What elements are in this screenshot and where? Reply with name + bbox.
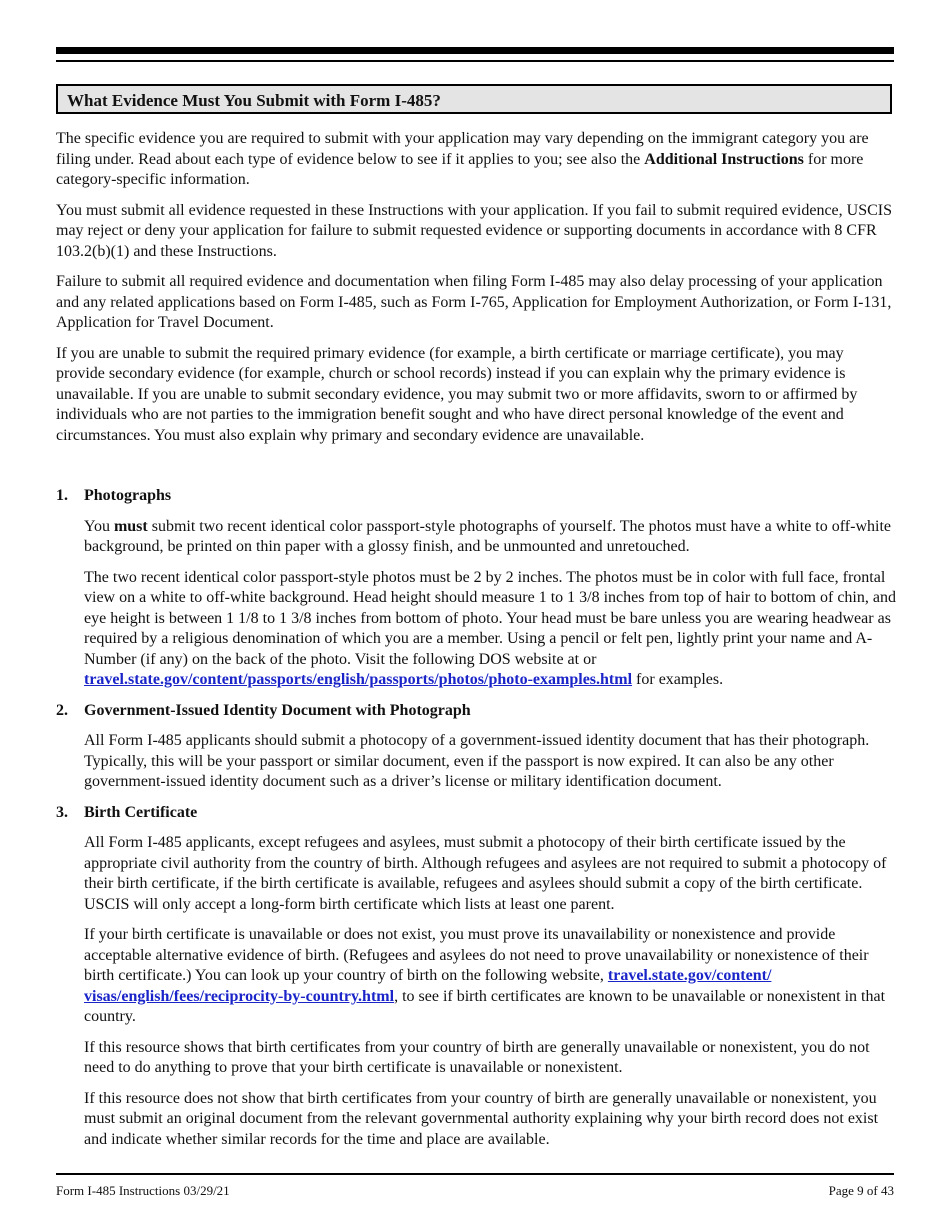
footer-form-id: Form I-485 Instructions 03/29/21 xyxy=(56,1183,230,1198)
intro-paragraph-1: The specific evidence you are required to submit with your application may vary depending on the immigrant category you are filing under. Read about each type of evidence below to see if it applies to you; see also the Additional Instructions for more category-specific information. xyxy=(56,130,869,188)
top-rule-thin xyxy=(56,60,894,62)
section-title: What Evidence Must You Submit with Form I-485? xyxy=(67,91,441,110)
item-title: Photographs xyxy=(84,487,172,504)
top-rule-thick xyxy=(56,47,894,54)
footer-page-number: Page 9 of 43 xyxy=(828,1183,894,1198)
intro-paragraph-4: If you are unable to submit the required primary evidence (for example, a birth certificate or marriage certificate), you may provide secondary evidence (for example, church or school records) instead if you can explain why the primary evidence is unavailable. If you are unable to submit secondary evidence, you may submit two or more affidavits, sworn to or affirmed by individuals who are not parties to the immigration benefit sought and who have direct personal knowledge of the event and circumstances. You must also explain why primary and secondary evidence are unavailable. xyxy=(56,344,858,444)
footer-rule xyxy=(56,1173,894,1175)
item-heading-identity-document xyxy=(56,701,896,722)
reciprocity-by-country-link[interactable]: travel.state.gov/content/ visas/english/fees/reciprocity-by-country.html xyxy=(84,967,772,1005)
document-body xyxy=(56,129,896,1160)
item-title: Government-Issued Identity Document with Photograph xyxy=(84,701,471,719)
intro-paragraph-2: You must submit all evidence requested in these Instructions with your application. If you fail to submit required evidence, USCIS may reject or deny your application for failure to submit requested evidence or supporting documents in accordance with 8 CFR 103.2(b)(1) and these Instructions. xyxy=(56,201,892,260)
photographs-paragraph-1: You must submit two recent identical color passport-style photographs of yourself. The photos must have a white to off-white background, be printed on thin paper with a glossy finish, and be unmounted and unretouched. xyxy=(84,517,891,555)
item-title: Birth Certificate xyxy=(84,803,198,821)
birth-certificate-paragraph-1: All Form I-485 applicants, except refugees and asylees, must submit a photocopy of their birth certificate issued by the appropriate civil authority from the country of birth. Although refugees and asylees are not required to submit a photocopy of their birth certificate, if the birth certificate is available, refugees and asylees should submit a copy of the birth certificate. USCIS will only accept a long-form birth certificate which lists at least one parent. xyxy=(84,834,887,913)
intro-paragraph-3: Failure to submit all required evidence and documentation when filing Form I-485 may also delay processing of your application and any related applications based on Form I-485, such as Form I-765, Application for Employment Authorization, or Form I-131, Application for Travel Document. xyxy=(56,273,892,331)
birth-certificate-paragraph-3: If this resource shows that birth certificates from your country of birth are generally unavailable or nonexistent, you do not need to do anything to prove that your birth certificate is unavailable or nonexistent. xyxy=(84,1038,870,1076)
item-body-photographs xyxy=(56,517,896,691)
item-body-identity-document xyxy=(56,731,896,793)
item-body-birth-certificate xyxy=(56,833,896,1150)
item-number: 2. xyxy=(56,701,68,719)
birth-certificate-paragraph-2: If your birth certificate is unavailable or does not exist, you must prove its unavailability or nonexistence and provide acceptable alternative evidence of birth. (Refugees and asylees do not need to prove unavailability or nonexistence of their birth certificate.) You can look up your country of birth on the following website, travel.state.gov/content/ visas/english/fees/reciprocity-by-country.html, to see if birth certificates are known to be unavailable or nonexistent in that country. xyxy=(84,926,886,1025)
item-heading-photographs xyxy=(56,486,896,507)
identity-document-paragraph-1: All Form I-485 applicants should submit a photocopy of a government-issued identity document that has their photograph. Typically, this will be your passport or similar document, even if the passport is now expired. It can also be any other government-issued identity document such as a driver’s license or military identification document. xyxy=(84,732,870,790)
birth-certificate-paragraph-4: If this resource does not show that birth certificates from your country of birth are generally unavailable or nonexistent, you must submit an original document from the relevant governmental authority explaining why your birth record does not exist and indicate whether similar records for the time and place are available. xyxy=(84,1089,879,1148)
item-heading-birth-certificate xyxy=(56,803,896,824)
photographs-paragraph-2: The two recent identical color passport-style photos must be 2 by 2 inches. The photos must be in color with full face, frontal view on a white to off-white background. Head height should measure 1 to 1 3/8 inches from top of hair to bottom of chin, and eye height is between 1 1/8 to 1 3/8 inches from bottom of photo. Your head must be bare unless you are wearing headwear as required by a religious denomination of which you are a member. Using a pencil or felt pen, lightly print your name and A-Number (if any) on the back of the photo. Visit the following DOS website at or travel.state.gov/content/passports/english/passports/photos/photo-examples.html for examples. xyxy=(84,568,896,688)
item-number: 1. xyxy=(56,487,68,504)
photo-examples-link[interactable]: travel.state.gov/content/passports/english/passports/photos/photo-examples.html xyxy=(84,671,633,688)
item-number: 3. xyxy=(56,803,68,821)
section-header xyxy=(56,84,892,114)
